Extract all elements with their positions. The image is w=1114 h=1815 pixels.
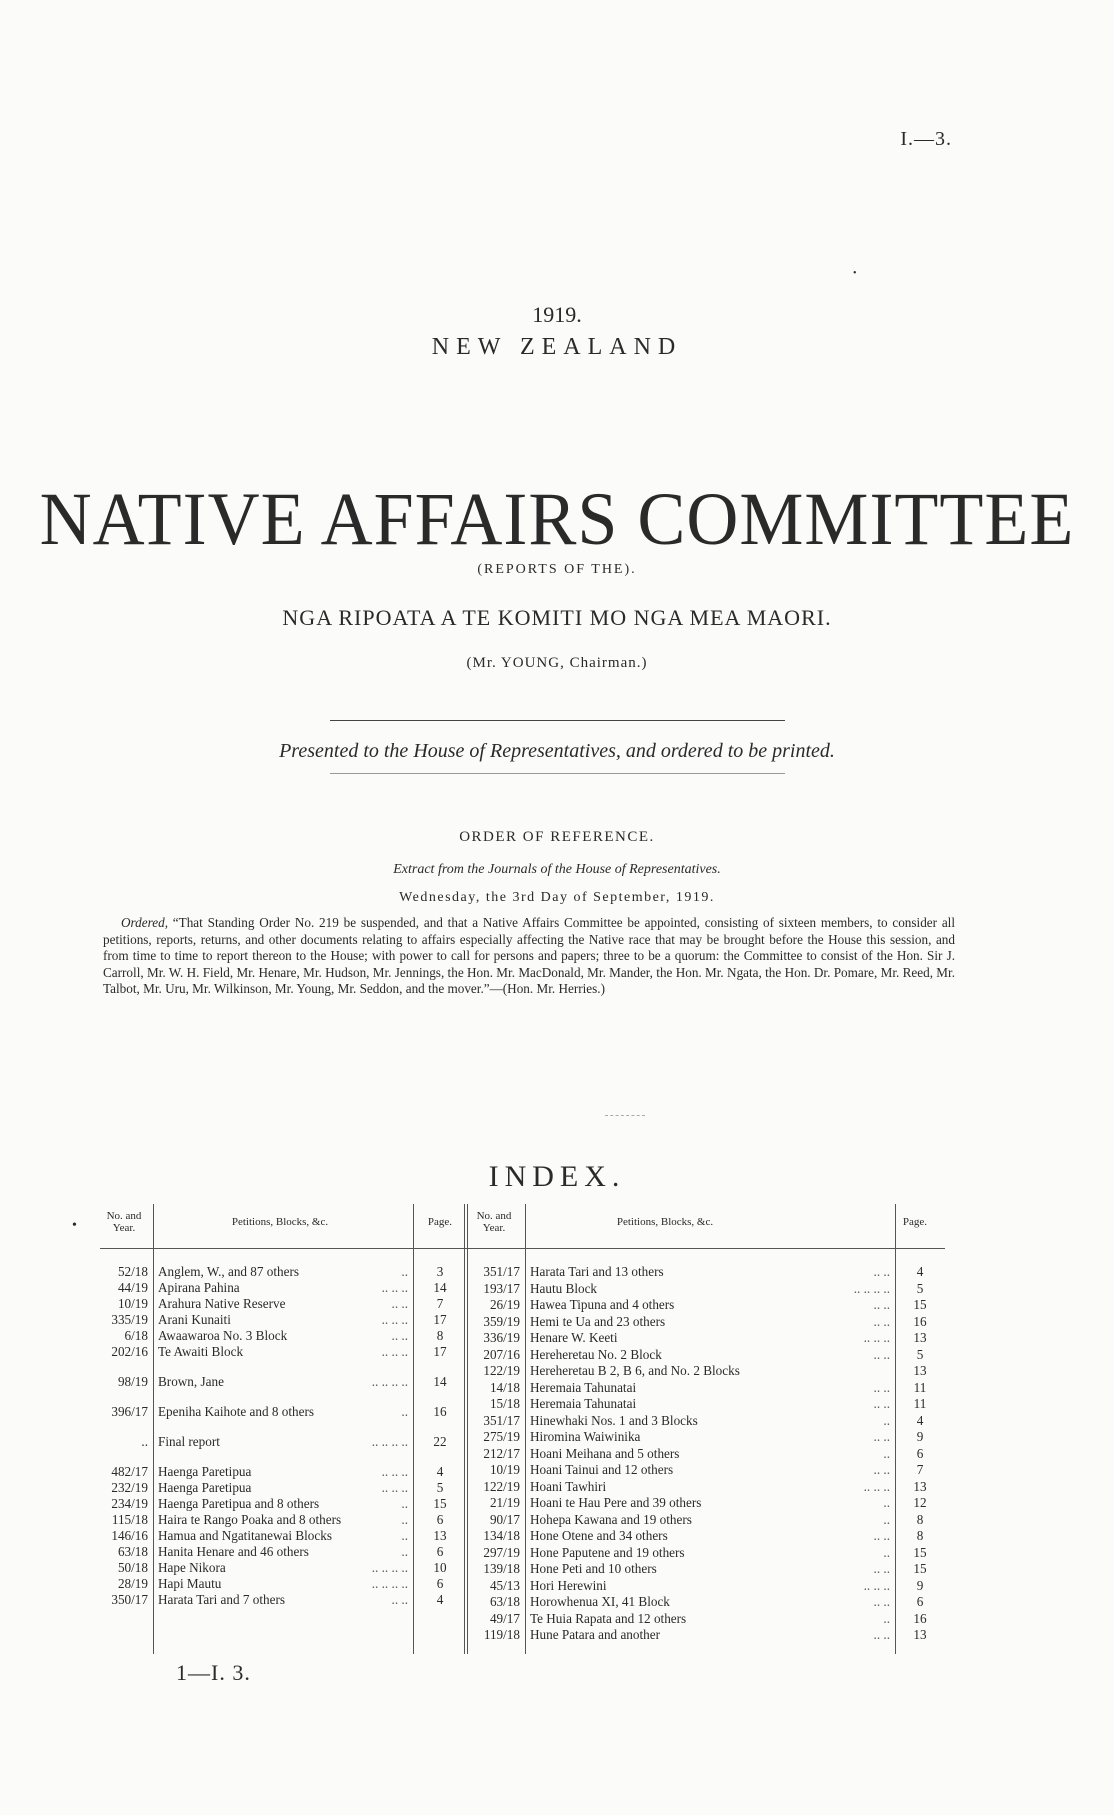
index-page-number: 15 [913,1561,927,1576]
header-petitions-right: Petitions, Blocks, &c. [616,1216,714,1228]
index-number: 234/19 [111,1496,148,1511]
index-leader-dots: .. .. [391,1592,408,1607]
index-leader-dots: .. .. [391,1328,408,1343]
index-entry-name: Hune Patara and another [530,1627,660,1642]
index-number: 10/19 [489,1462,520,1477]
index-page-number: 13 [913,1330,927,1345]
index-leader-dots: .. [401,1496,408,1511]
extract-line: Extract from the Journals of the House of Representatives. [393,862,721,877]
index-entry-name: Hori Herewini [530,1577,607,1593]
index-number: 45/13 [489,1577,520,1593]
column-rule [153,1204,154,1654]
divider [330,720,785,721]
index-number: 193/17 [483,1280,520,1296]
order-body [103,915,955,998]
index-number: 134/18 [483,1528,520,1543]
index-entry-name: Hone Otene and 34 others [530,1528,668,1543]
column-rule [895,1204,896,1654]
index-leader-dots: .. [401,1404,408,1419]
index-number: 15/18 [489,1396,520,1411]
page-reference: I.—3. [900,128,952,150]
index-page-number: 15 [433,1496,447,1511]
index-entry-name: Hape Nikora [158,1560,226,1575]
index-page-number: 5 [916,1346,924,1362]
index-leader-dots: .. .. .. .. [371,1560,408,1575]
index-entry-name: Heremaia Tahunatai [530,1379,637,1395]
index-entry-name: Hereheretau B 2, B 6, and No. 2 Blocks [530,1363,740,1378]
index-leader-dots: .. .. [873,1297,890,1312]
margin-mark: • [72,1218,77,1233]
header-page-right: Page. [902,1216,928,1228]
index-page-number: 16 [913,1610,927,1626]
index-leader-dots: .. .. .. .. [371,1576,408,1591]
index-leader-dots: .. .. [873,1264,890,1279]
index-entry-name: Haenga Paretipua [158,1464,252,1479]
index-page-number: 4 [916,1264,924,1279]
order-of-reference-heading: ORDER OF REFERENCE. [459,829,655,845]
maori-title: NGA RIPOATA A TE KOMITI MO NGA MEA MAORI. [282,605,832,630]
index-number: 115/18 [111,1512,148,1527]
index-page-number: 6 [436,1512,444,1527]
index-leader-dots: .. .. [873,1313,890,1329]
index-number: 122/19 [483,1363,520,1378]
index-number: 351/17 [483,1264,520,1279]
index-number: 275/19 [483,1429,520,1444]
index-page-number: 12 [913,1495,927,1510]
index-number: 232/19 [111,1480,148,1495]
index-number: 139/18 [483,1561,520,1576]
index-entry-name: Anglem, W., and 87 others [158,1264,300,1279]
index-leader-dots: .. [883,1544,890,1560]
index-leader-dots: .. [883,1412,890,1428]
presented-line: Presented to the House of Representatives, and ordered to be printed. [279,740,835,762]
index-page-number: 4 [436,1592,444,1607]
index-entry-name: Haenga Paretipua and 8 others [158,1496,320,1511]
index-entry-name: Heremaia Tahunatai [530,1396,637,1411]
index-leader-dots: .. .. .. [381,1464,408,1479]
index-page-number: 16 [433,1404,447,1419]
index-entry-name: Hoani Tawhiri [530,1478,607,1494]
index-leader-dots: .. .. .. .. [853,1280,890,1296]
index-page-number: 17 [433,1312,447,1327]
index-entry-name: Apirana Pahina [158,1280,240,1295]
index-page-number: 8 [436,1328,444,1343]
index-number: 50/18 [117,1560,148,1575]
index-entry-name: Arahura Native Reserve [158,1296,286,1311]
index-number: 351/17 [483,1412,520,1428]
index-number: 90/17 [489,1511,520,1527]
index-leader-dots: .. .. [873,1396,890,1411]
index-page-number: 15 [913,1297,927,1312]
index-page-number: 4 [916,1412,924,1428]
index-entry-name: Arani Kunaiti [158,1312,231,1327]
index-leader-dots: .. .. [873,1379,890,1395]
index-number: 207/16 [483,1346,520,1362]
index-entry-name: Hoani Meihana and 5 others [530,1445,680,1461]
index-leader-dots: .. .. [873,1429,890,1444]
index-page-number: 3 [436,1264,444,1279]
index-entry-name: Awaawaroa No. 3 Block [158,1328,288,1343]
index-page-number: 10 [433,1560,447,1575]
index-number: 44/19 [117,1280,148,1295]
index-number: 14/18 [489,1379,520,1395]
index-page-number: 7 [436,1296,444,1311]
index-leader-dots: .. .. [873,1528,890,1543]
index-entry-name: Hemi te Ua and 23 others [530,1313,666,1329]
index-leader-dots: .. .. .. [381,1480,408,1495]
index-page-number: 6 [916,1594,924,1609]
index-leader-dots: .. .. .. [863,1330,890,1345]
header-page-left: Page. [427,1216,453,1228]
index-entry-name: Hoani te Hau Pere and 39 others [530,1495,702,1510]
footer-code: 1—I. 3. [176,1660,251,1685]
index-number: 63/18 [117,1544,148,1559]
index-leader-dots: .. [401,1512,408,1527]
index-number: 98/19 [117,1374,148,1389]
index-entry-name: Hautu Block [530,1280,598,1296]
index-page-number: 4 [436,1464,444,1479]
chairman-line: (Mr. YOUNG, Chairman.) [466,655,648,671]
index-number: 396/17 [111,1404,148,1419]
index-entry-name: Epeniha Kaihote and 8 others [158,1404,315,1419]
index-entry-name: Hanita Henare and 46 others [158,1544,309,1559]
index-page-number: 6 [916,1445,924,1461]
index-number: 350/17 [111,1592,148,1607]
order-text: “That Standing Order No. 219 be suspended, and that a Native Affairs Committee be appointed, consisting of sixteen members, to consider all petitions, reports, returns, and other documents relating to affairs especially affecting the Native race that may be brought before the House this session, and from time to time to report thereon to the House; with power to call for persons and papers; three to be a quorum: the Committee to consist of the Hon. Sir J. Carroll, Mr. W. H. Field, Mr. Henare, Mr. Hudson, Mr. Jennings, the Hon. Mr. MacDonald, Mr. Mander, the Hon. Mr. Ngata, the Hon. Dr. Pomare, Mr. Reed, Mr. Talbot, Mr. Uru, Mr. Wilkinson, Mr. Young, Mr. Seddon, and the mover.”—(Hon. Mr. Herries.) [103,915,956,996]
index-leader-dots: .. [883,1511,890,1527]
column-rule [464,1204,465,1654]
index-leader-dots: .. .. [873,1346,890,1362]
index-entry-name: Hawea Tipuna and 4 others [530,1297,675,1312]
index-entry-name: Hinewhaki Nos. 1 and 3 Blocks [530,1412,698,1428]
index-page-number: 13 [913,1363,927,1378]
index-leader-dots: .. .. .. [381,1344,408,1359]
index-leader-dots: .. [401,1528,408,1543]
country-heading: NEW ZEALAND [431,334,683,360]
index-title: INDEX. [488,1160,626,1193]
header-petitions-left: Petitions, Blocks, &c. [231,1216,329,1228]
index-page-number: 13 [913,1478,927,1494]
index-leader-dots: .. .. .. [381,1280,408,1295]
page-title: NATIVE AFFAIRS COMMITTEE [39,476,1075,561]
document-year: 1919. [532,302,582,327]
index-leader-dots: .. .. .. [863,1577,890,1593]
index-entry-name: Te Huia Rapata and 12 others [530,1610,687,1626]
column-rule [413,1204,414,1654]
index-number: 28/19 [117,1576,148,1591]
index-page-number: 9 [916,1577,924,1593]
index-page-number: 14 [433,1280,447,1295]
index-number: 21/19 [489,1495,520,1510]
index-table [100,1204,955,1654]
index-leader-dots: .. .. [873,1561,890,1576]
index-leader-dots: .. [401,1264,408,1279]
index-number: 10/19 [117,1296,148,1311]
index-leader-dots: .. .. .. [381,1312,408,1327]
header-no-year-left: No. and Year. [106,1210,142,1234]
table-header-rule [100,1248,945,1249]
ordered-word: Ordered, [121,915,168,930]
index-entry-name: Hone Peti and 10 others [530,1561,657,1576]
index-leader-dots: .. .. [873,1627,890,1642]
index-entry-name: Harata Tari and 7 others [158,1592,285,1607]
index-leader-dots: .. [883,1445,890,1461]
index-number: 122/19 [483,1478,520,1494]
index-page-number: 8 [916,1528,924,1543]
index-number: 202/16 [111,1344,148,1359]
index-number: 336/19 [483,1330,520,1345]
date-line: Wednesday, the 3rd Day of September, 1919. [399,890,715,905]
column-rule [525,1204,526,1654]
index-page-number: 6 [436,1544,444,1559]
index-page-number: 17 [433,1344,447,1359]
index-number: 119/18 [483,1627,520,1642]
index-page-number: 8 [916,1511,924,1527]
index-number: 482/17 [111,1464,148,1479]
index-leader-dots: .. .. .. [863,1478,890,1494]
index-entry-name: Hohepa Kawana and 19 others [530,1511,692,1527]
index-leader-dots: .. .. [873,1594,890,1609]
index-entry-name: Hereheretau No. 2 Block [530,1346,662,1362]
page-subtitle: (REPORTS OF THE). [477,562,637,577]
header-no-year-right: No. and Year. [476,1210,512,1234]
index-page-number: 13 [433,1528,447,1543]
index-entry-name: Hamua and Ngatitanewai Blocks [158,1528,332,1543]
index-entry-name: Hoani Tainui and 12 others [530,1462,674,1477]
index-leader-dots: .. [883,1495,890,1510]
index-number: 6/18 [124,1328,148,1343]
index-entry-name: Brown, Jane [158,1374,224,1389]
index-page-number: 22 [433,1434,447,1449]
index-page-number: 11 [913,1396,927,1411]
index-number: 49/17 [489,1610,520,1626]
index-number: 146/16 [111,1528,148,1543]
page-speck: • [853,268,857,279]
index-page-number: 14 [433,1374,447,1389]
index-number: 212/17 [483,1445,520,1461]
index-entry-name: Haenga Paretipua [158,1480,252,1495]
index-entry-name: Hapi Mautu [158,1576,222,1591]
section-separator [605,1115,645,1116]
index-page-number: 15 [913,1544,927,1560]
index-number: .. [141,1434,148,1449]
index-number: 297/19 [483,1544,520,1560]
index-page-number: 16 [913,1313,927,1329]
index-number: 63/18 [489,1594,520,1609]
index-page-number: 6 [436,1576,444,1591]
index-page-number: 7 [916,1462,924,1477]
divider [330,773,785,774]
index-entry-name: Haira te Rango Poaka and 8 others [158,1512,342,1527]
index-leader-dots: .. .. [873,1462,890,1477]
index-page-number: 9 [916,1429,924,1444]
index-entry-name: Harata Tari and 13 others [530,1264,664,1279]
index-page-number: 11 [913,1379,927,1395]
index-leader-dots: .. [883,1610,890,1626]
index-number: 335/19 [111,1312,148,1327]
index-entry-name: Final report [158,1434,220,1449]
index-entry-name: Horowhenua XI, 41 Block [530,1594,670,1609]
index-number: 359/19 [483,1313,520,1329]
index-page-number: 13 [913,1627,927,1642]
index-page-number: 5 [436,1480,444,1495]
index-entry-name: Henare W. Keeti [530,1330,618,1345]
index-leader-dots: .. .. [391,1296,408,1311]
index-number: 52/18 [117,1264,148,1279]
index-leader-dots: .. .. .. .. [371,1374,408,1389]
index-entry-name: Hone Paputene and 19 others [530,1544,685,1560]
index-leader-dots: .. .. .. .. [371,1434,408,1449]
index-number: 26/19 [489,1297,520,1312]
index-entry-name: Hiromina Waiwinika [530,1429,641,1444]
index-page-number: 5 [916,1280,924,1296]
index-leader-dots: .. [401,1544,408,1559]
index-entry-name: Te Awaiti Block [158,1344,244,1359]
